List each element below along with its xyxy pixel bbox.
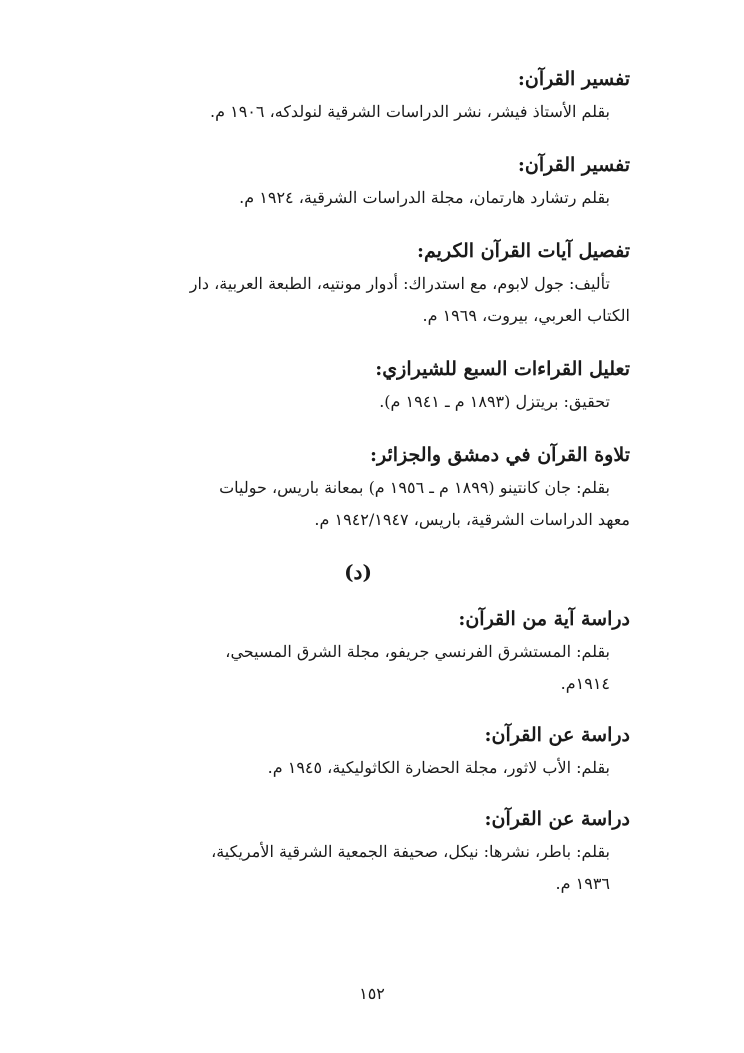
entry-text: بقلم: الأب لاثور، مجلة الحضارة الكاثوليكية، ١٩٤٥ م.: [267, 758, 610, 777]
entry-title: دراسة عن القرآن:: [484, 808, 630, 830]
entry-title: تفصيل آيات القرآن الكريم:: [417, 240, 630, 262]
entry-text-continued: معهد الدراسات الشرقية، باريس، ١٩٤٢/١٩٤٧ م.: [314, 510, 630, 529]
entry-text-continued: ١٩٣٦ م.: [555, 874, 610, 893]
bibliography-entry: [86, 62, 630, 128]
bibliography-entry: [86, 148, 630, 214]
page-body: [86, 62, 630, 900]
entry-text: بقلم: جان كانتينو (١٨٩٩ م ـ ١٩٥٦ م) بمعانة باريس، حوليات: [219, 478, 610, 497]
entry-text-continued: ١٩١٤م.: [560, 674, 610, 693]
entry-title: دراسة عن القرآن:: [484, 724, 630, 746]
bibliography-entry: [86, 718, 630, 784]
entry-text: بقلم: باطر، نشرها: نيكل، صحيفة الجمعية الشرقية الأمريكية،: [211, 842, 610, 861]
entry-title: تلاوة القرآن في دمشق والجزائر:: [369, 444, 630, 466]
entry-title: دراسة آية من القرآن:: [458, 608, 630, 630]
entry-text: بقلم رتشارد هارتمان، مجلة الدراسات الشرقية، ١٩٢٤ م.: [239, 188, 610, 207]
entry-title: تفسير القرآن:: [517, 68, 630, 90]
bibliography-entry: [86, 234, 630, 332]
entry-text: بقلم: المستشرق الفرنسي جريفو، مجلة الشرق المسيحي،: [225, 642, 610, 661]
bibliography-entry: [86, 352, 630, 418]
entry-title: تفسير القرآن:: [517, 154, 630, 176]
entry-title: تعليل القراءات السبع للشيرازي:: [375, 358, 630, 380]
page-number: ١٥٢: [359, 984, 385, 1003]
entry-text-continued: الكتاب العربي، بيروت، ١٩٦٩ م.: [422, 306, 630, 325]
entry-text: تأليف: جول لابوم، مع استدراك: أدوار مونتيه، الطبعة العربية، دار: [189, 274, 610, 293]
entry-text: بقلم الأستاذ فيشر، نشر الدراسات الشرقية لنولدكه، ١٩٠٦ م.: [210, 102, 610, 121]
bibliography-entry: [86, 802, 630, 900]
entry-text: تحقيق: بريتزل (١٨٩٣ م ـ ١٩٤١ م).: [379, 392, 610, 411]
section-heading: (د): [344, 560, 372, 584]
bibliography-entry: [86, 602, 630, 700]
bibliography-entry: [86, 438, 630, 536]
